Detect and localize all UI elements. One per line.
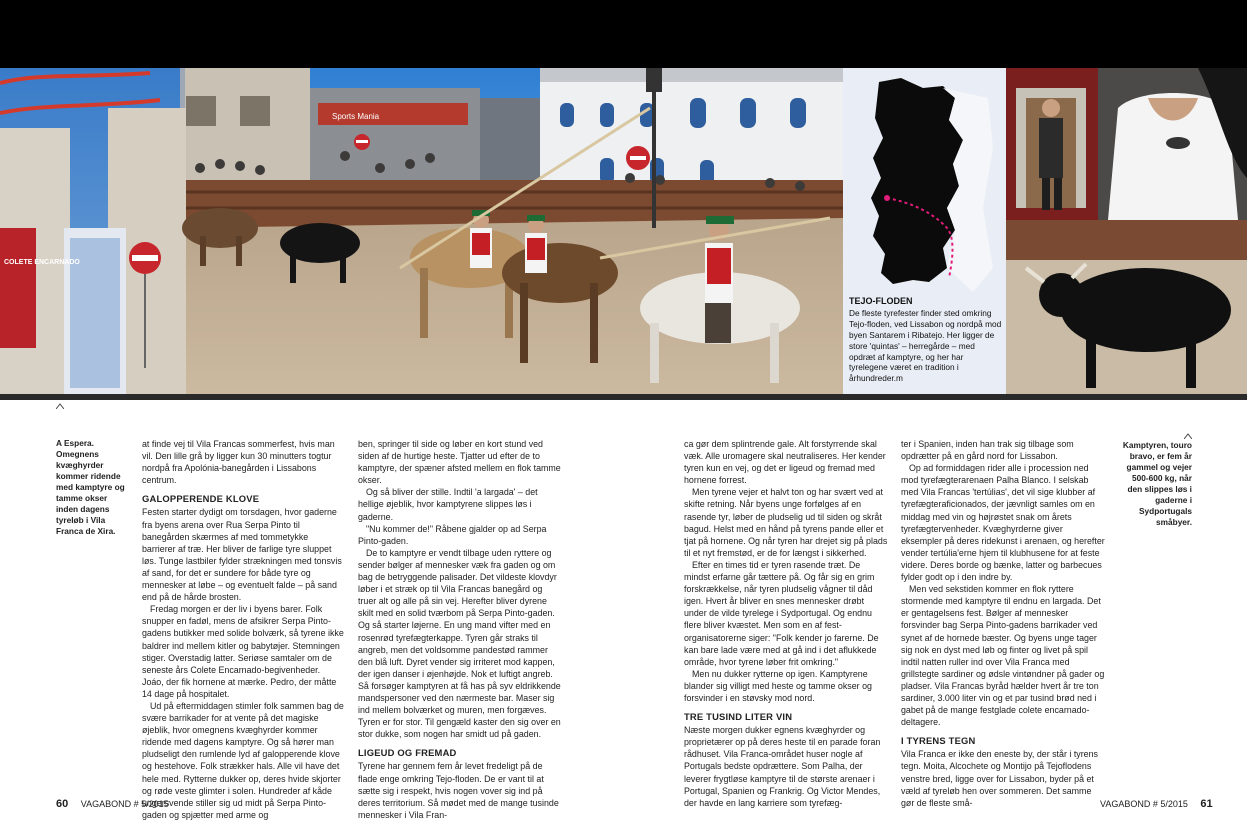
paragraph: Fredag morgen er der liv i byens barer. Folk snupper en fadøl, mens de afsikrer Serpa Pinto-gadens butikker med solide bolværk, så tyrene ikke baldrer ind mellem kitler og babytøjer. Stemningen stiger. Overstadig latter. Seriøse samtaler om de seneste års Colete Encarnado-begivenheder. Joáo, der fik hornene at mærke. Pedro, der måtte 14 dage på hospitalet. (142, 604, 344, 699)
section-heading: LIGEUD OG FREMAD (358, 747, 457, 759)
section-heading: GALOPPERENDE KLOVE (142, 493, 260, 505)
charging-bull-photo (1006, 220, 1247, 394)
magazine-issue-left: VAGABOND # 5/2015 (80, 799, 169, 809)
section-heading: TRE TUSIND LITER VIN (684, 711, 793, 723)
paragraph: Op ad formiddagen rider alle i procession ned mod tyrefægterarenaen Palha Blanco. I selskab med Vila Francas 'tertúlias', det vil sige klubber af tyrefægteraficionados, der jævnligt samles om en middag med vin og højrøstet snak om årets tyrefægtervenheder. Kvæghyrderne giver eksempler på deres ridekunst i arenaen, og herefter vender tertúlia'erne hjem til klubhusene for at feste videre. Deres borde og bænke, latter og barbecues fylder godt op i den indre by. (901, 463, 1105, 583)
bull-run-street-photo (0, 68, 843, 394)
paragraph: Efter en times tid er tyren rasende træt. De mindst erfarne går tættere på. Og får sig en grim forskrækkelse, når tyren pludselig vågner til dåd igen. Hvert år bliver en snes mennesker drøbt under de vilde tyrelege i Sydportugal. Og endnu flere bliver kvæstet. Men som en af fest-organisatorerne siger: "Folk kender jo farerne. De kan bare lade være med at gå ind i det aflukkede område, hvor tyrene løber frit omkring." (684, 559, 879, 667)
paragraph: Men tyrene vejer et halvt ton og har svært ved at skifte retning. Når byens unge forfølges af en rasende tyr, løber de pludselig ud til siden og skråt bagud. Helst med en hånd på tyrens pande eller et tjat på hornene. Og når tyren har drejet sig på plads til et nyt fremstød, er de for længst i sikkerhed. (684, 487, 888, 558)
magazine-issue-right: VAGABOND # 5/2015 (1100, 799, 1188, 809)
article-column-4 (901, 438, 1105, 809)
paragraph: De to kamptyre er vendt tilbage uden ryttere og sender bølger af mennesker væk fra gaden og om bag de betryggende palisader. Det vildeste klovdyr løber i et stræk op til Vila Francas banegård og truer alt og alle på sin vej. Herefter bliver dyrene skilt med en solid tværbom på Serpa Pinto-gaden. Og så starter løjerne. En ung mand vifter med en rosenrød tyrefægterkappe. Tyren går straks til angreb, men det voldsomme pandestød rammer den blå luft. Dyret vender sig irriteret mod kappen, der igen danser i øjenhøjde. Nok et luftigt angreb. Så forsøger kamptyren at få has på syv eldrikkende mandspersoner ved den nærmeste bar. Maser sig ind mellem bolværket og muren, men forgæves. Tyren er for stor. Til gengæld kaster den sig over en stor dukke, som nogen har smidt ud på gaden. (358, 547, 561, 740)
caption-caret-up-icon (1184, 433, 1192, 439)
article-column-2 (358, 438, 561, 821)
paragraph: ter i Spanien, inden han trak sig tilbage som opdrætter på en gård nord for Lissabon. (901, 439, 1074, 462)
paragraph: at finde vej til Vila Francas sommerfest, hvis man vil. Den lille grå by ligger kun 30 minutters togtur nordpå fra Apolónia-banegården i Lissabons centrum. (142, 439, 335, 486)
paragraph: "Nu kommer de!" Råbene gjalder op ad Serpa Pinto-gaden. (358, 523, 547, 546)
portugal-map-box (843, 68, 1006, 394)
map-caption-text: De fleste tyrefester finder sted omkring Tejo-floden, ved Lissabon og nordpå mod byen Santarem i Ribatejo. Her ligger de store 'quintas' – herregårde – med opdræt af kamptyre, og her har tyrelegene været en tradition i århundreder.m (849, 307, 1002, 384)
paragraph: Vila Franca er ikke den eneste by, der står i tyrens tegn. Moita, Alcochete og Montijo på Tejoflodens venstre bred, ligge over for Lissabon, byder på et væld af tyreløb hen over sommeren. Det samme gør de fleste små- (901, 749, 1098, 808)
article-column-3 (684, 438, 888, 809)
paragraph: ben, springer til side og løber en kort stund ved siden af de hurtige heste. Tjatter ud efter de to kamptyre, der spæner afsted mellem en flok tamme okser. (358, 439, 561, 486)
caption-caret-up-icon (56, 403, 64, 409)
street-scene (0, 68, 843, 394)
paragraph: Men nu dukker rytterne op igen. Kamptyrene blander sig villigt med heste og tamme okser og forsvinder i en støvsky mod nord. (684, 668, 872, 703)
poster-text: COLETE ENCARNADO (4, 259, 80, 266)
paragraph: Og så bliver der stille. Indtil 'a largada' – det hellige øjeblik, hvor kamptyrene slippes løs i gaderne. (358, 487, 538, 522)
footer-left (56, 798, 169, 810)
paragraph: ca gør dem splintrende gale. Alt forstyrrende skal væk. Alle uromagere skal neutraliseres. Her kender tyren kun en vej, og det er ligeud og fremad med hornene forrest. (684, 439, 886, 486)
map-caption-title: TEJO-FLODEN (849, 296, 913, 306)
footer-right (1100, 798, 1213, 810)
page-number-left: 60 (56, 798, 69, 810)
top-black-band (0, 0, 1247, 68)
paragraph: Tyrene har gennem fem år levet fredeligt på de flade enge omkring Tejo-floden. De er vant til at sætte sig i respekt, hvis nogen vover sig ind på deres territorium. Så mødet med de mange tusinde mennesker i Vila Fran- (358, 761, 559, 820)
white-shirt-photo (1098, 68, 1247, 220)
man-window-photo (1006, 68, 1098, 220)
section-heading: I TYRENS TEGN (901, 735, 976, 747)
paragraph: Ud på eftermiddagen stimler folk sammen bag de svære barrikader for at vente på det magiske øjeblik, hvor omegnens kvæghyrder kommer ridende med dagens kamptyre. Og så hører man pludseligt den rumlende lyd af galopperende klove og hestehove. Folk strækker hals. Alle vil have det hele med. Rytterne dukker op, deres hvide skjorter og røde veste glimter i solen. Hundreder af kåde ungersvende stiller sig ud midt på Serpa Pinto-gaden og spjætter med arme og (142, 700, 344, 820)
paragraph: Festen starter dydigt om torsdagen, hvor gaderne fra byens arena over Rua Serpa Pinto til banegården skærmes af med tommetykke barrierer af træ. Her bliver de farlige tyre sluppet løs. Tunge lastbiler fylder strækningen med tonsvis af sand, for det er sundere for både tyre og mennesker at løbe – og eventuelt falde – på sand end på de hårde brosten. (142, 507, 342, 603)
article-column-1 (142, 438, 344, 821)
shop-sign: Sports Mania (332, 112, 380, 121)
paragraph: Men ved sekstiden kommer en flok ryttere stormende med kamptyre til endnu en largada. Det er gentagelsens fest. Bølger af mennesker forsvinder bag Serpa Pinto-gadens barrikader ved synet af de hornede bæster. Og byens unge tager sig nok en dyst med løb og finter og livet på spil indtil natten ruller ind over Vila Franca med grillstegte sardiner og ødsle vintøndner på gader og pladser. Vila Francas byråd hælder hvert år tre ton sardiner, 3.000 liter vin og et par tusind brød ned i gabet på de mange festglade colete encarnado-deltagere. (901, 584, 1105, 728)
left-photo-caption: A Espera. Omegnens kvæghyrder kommer ridende med kamptyre og tamme okser inden dagens tyreløb i Vila Franca de Xira. (56, 438, 125, 536)
map-caption (849, 296, 1003, 384)
photo-divider (0, 394, 1247, 400)
paragraph: Næste morgen dukker egnens kvæghyrder og proprietærer op på deres heste til en parade foran rådhuset. Vila Franca-området huser nogle af Portugals bedste opdrættere. Som Palha, der leverer frygtløse kamptyre til de største arenaer i Portugal, Spanien og Frankrig. Og Victor Mendes, der havde en lang karriere som tyrefæg- (684, 725, 881, 808)
page-number-right: 61 (1200, 798, 1213, 810)
right-photo-caption: Kamptyren, touro bravo, er fem år gammel og vejer 500-600 kg, når den slippes løs i gaderne i Sydportugals småbyer. (1122, 440, 1192, 527)
